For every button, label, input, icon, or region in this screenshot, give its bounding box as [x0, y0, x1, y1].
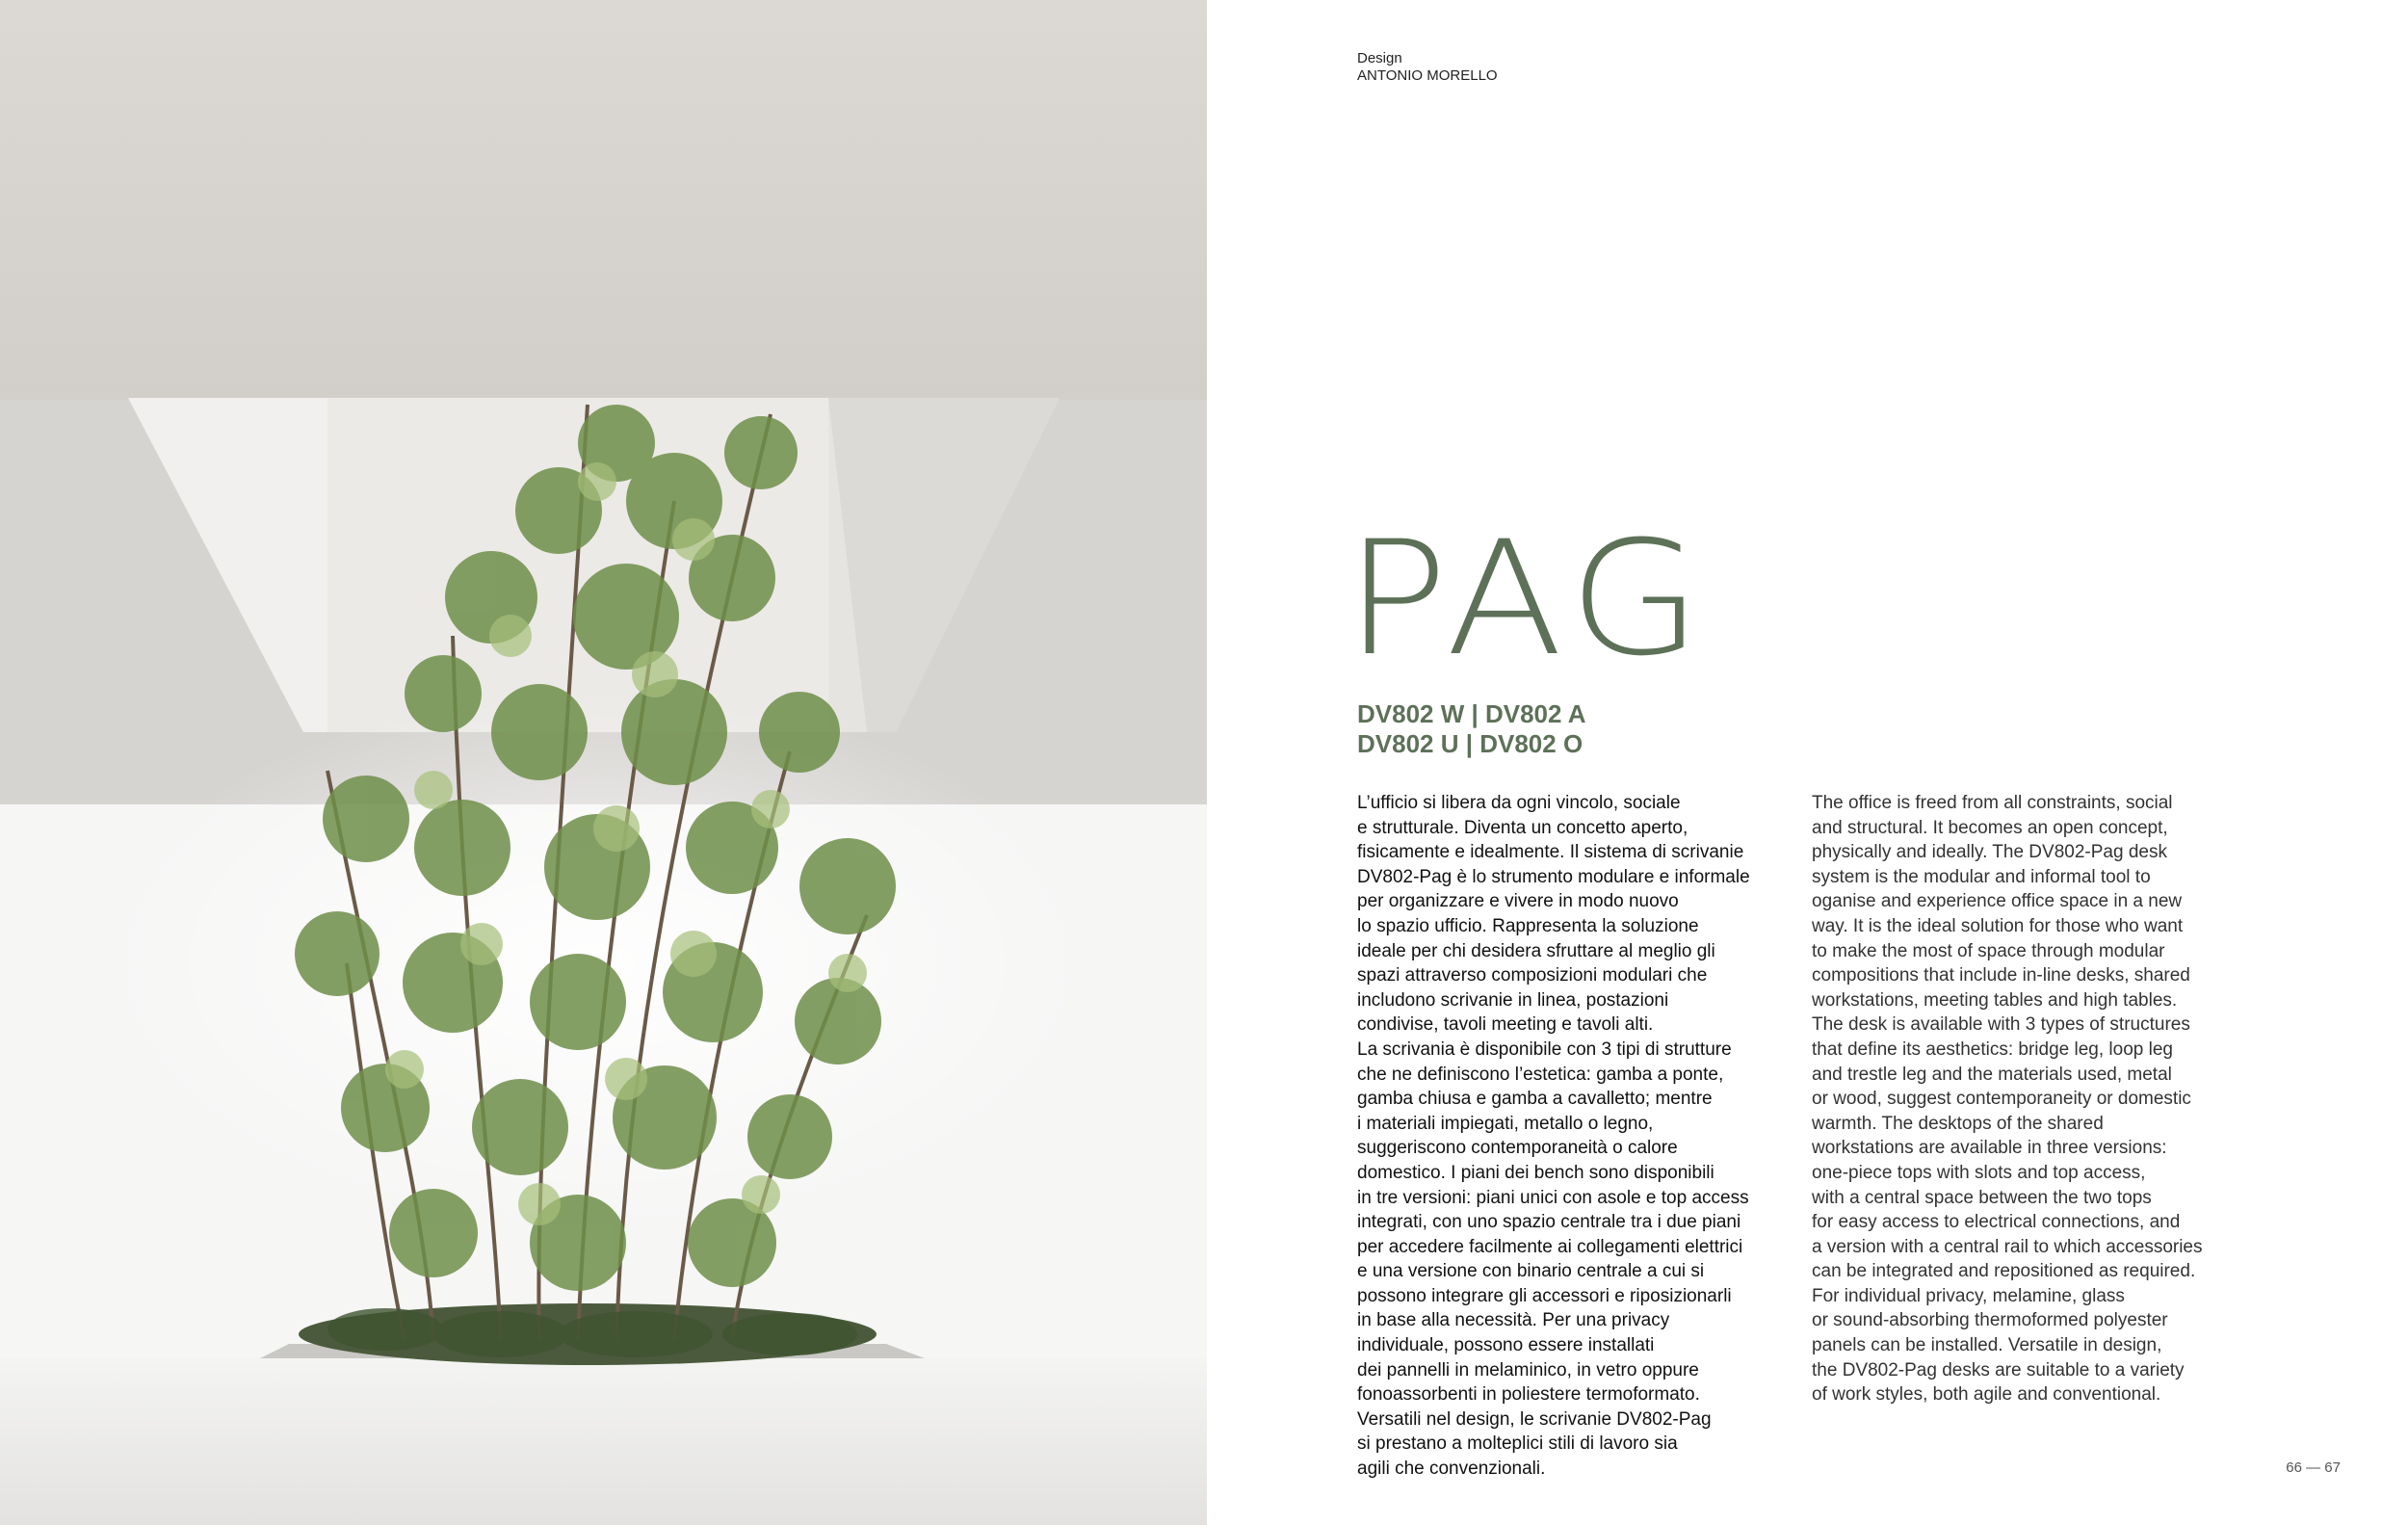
text-line: possono integrare gli accessori e riposizionarli — [1357, 1285, 1732, 1306]
text-line: for easy access to electrical connections, and — [1812, 1212, 2181, 1233]
italian-description — [1357, 791, 1750, 1482]
text-line: compositions that include in-line desks, shared — [1812, 965, 2190, 986]
text-line: The desk is available with 3 types of structures — [1812, 1014, 2190, 1036]
page-numbers: 66 — 67 — [2286, 1459, 2341, 1476]
text-line: suggeriscono contemporaneità o calore — [1357, 1138, 1678, 1159]
text-line: in base alla necessità. Per una privacy — [1357, 1310, 1670, 1331]
product-code-line: DV802 W | DV802 A — [1357, 699, 1586, 728]
text-line: ideale per chi desidera sfruttare al meglio gli — [1357, 940, 1715, 961]
text-line: Versatili nel design, le scrivanie DV802-Pag — [1357, 1408, 1712, 1430]
text-line: individuale, possono essere installati — [1357, 1335, 1655, 1356]
text-line: The office is freed from all constraints, social — [1812, 793, 2173, 813]
text-line: e strutturale. Diventa un concetto aperto, — [1357, 817, 1688, 838]
text-line: agili che convenzionali. — [1357, 1459, 1546, 1480]
text-line: dei pannelli in melaminico, in vetro oppure — [1357, 1359, 1699, 1380]
text-line: in tre versioni: piani unici con asole e top access — [1357, 1187, 1749, 1208]
text-line: e una versione con binario centrale a cui si — [1357, 1261, 1705, 1282]
text-line: workstations, meeting tables and high tables. — [1812, 989, 2178, 1011]
text-line: gamba chiusa e gamba a cavalletto; mentre — [1357, 1089, 1713, 1110]
text-line: For individual privacy, melamine, glass — [1812, 1285, 2125, 1306]
text-line: and structural. It becomes an open concept, — [1812, 817, 2168, 838]
text-line: oganise and experience office space in a new — [1812, 891, 2183, 912]
text-line: the DV802-Pag desks are suitable to a variety — [1812, 1359, 2185, 1380]
text-line: to make the most of space through modular — [1812, 940, 2165, 961]
text-line: per accedere facilmente ai collegamenti elettrici — [1357, 1236, 1743, 1257]
design-credit — [1357, 50, 1498, 85]
product-title — [1345, 507, 1711, 692]
text-line: a version with a central rail to which accessories — [1812, 1236, 2203, 1257]
text-line: DV802-Pag è lo strumento modulare e informale — [1357, 866, 1750, 887]
text-line: of work styles, both agile and conventional. — [1812, 1384, 2161, 1406]
text-line: or wood, suggest contemporaneity or domestic — [1812, 1089, 2191, 1110]
text-line: system is the modular and informal tool to — [1812, 866, 2151, 887]
text-line: workstations are available in three versions: — [1812, 1138, 2167, 1159]
designer-name: ANTONIO MORELLO — [1357, 67, 1498, 84]
product-codes — [1357, 699, 1586, 759]
text-line: La scrivania è disponibile con 3 tipi di strutture — [1357, 1039, 1732, 1060]
text-line: includono scrivanie in linea, postazioni — [1357, 989, 1669, 1011]
text-line: with a central space between the two tops — [1812, 1187, 2152, 1208]
text-line: lo spazio ufficio. Rappresenta la soluzione — [1357, 915, 1699, 936]
text-line: one-piece tops with slots and top access, — [1812, 1162, 2146, 1183]
text-line: L’ufficio si libera da ogni vincolo, sociale — [1357, 793, 1681, 813]
text-line: fisicamente e idealmente. Il sistema di scrivanie — [1357, 842, 1744, 863]
english-description — [1812, 791, 2203, 1407]
product-code-line: DV802 U | DV802 O — [1357, 729, 1584, 758]
text-line: physically and ideally. The DV802-Pag desk — [1812, 842, 2167, 863]
product-title-text: PAG — [1345, 507, 1711, 691]
text-line: domestico. I piani dei bench sono disponibili — [1357, 1162, 1714, 1183]
text-line: i materiali impiegati, metallo o legno, — [1357, 1113, 1654, 1134]
text-line: or sound-absorbing thermoformed polyester — [1812, 1310, 2168, 1331]
text-line: condivise, tavoli meeting e tavoli alti. — [1357, 1014, 1654, 1036]
text-line: integrati, con uno spazio centrale tra i due piani — [1357, 1212, 1741, 1233]
text-line: panels can be installed. Versatile in design, — [1812, 1335, 2162, 1356]
text-line: fonoassorbenti in poliestere termoformato. — [1357, 1384, 1700, 1406]
text-line: si prestano a molteplici stili di lavoro sia — [1357, 1433, 1678, 1455]
text-line: per organizzare e vivere in modo nuovo — [1357, 891, 1679, 912]
design-label: Design — [1357, 50, 1402, 66]
text-line: spazi attraverso composizioni modulari che — [1357, 965, 1708, 986]
text-line: warmth. The desktops of the shared — [1812, 1113, 2104, 1134]
text-line: che ne definiscono l’estetica: gamba a ponte, — [1357, 1064, 1724, 1085]
text-line: way. It is the ideal solution for those who want — [1812, 915, 2184, 936]
text-line: and trestle leg and the materials used, metal — [1812, 1064, 2172, 1085]
text-line: can be integrated and repositioned as required. — [1812, 1261, 2196, 1282]
text-line: that define its aesthetics: bridge leg, loop leg — [1812, 1039, 2173, 1060]
